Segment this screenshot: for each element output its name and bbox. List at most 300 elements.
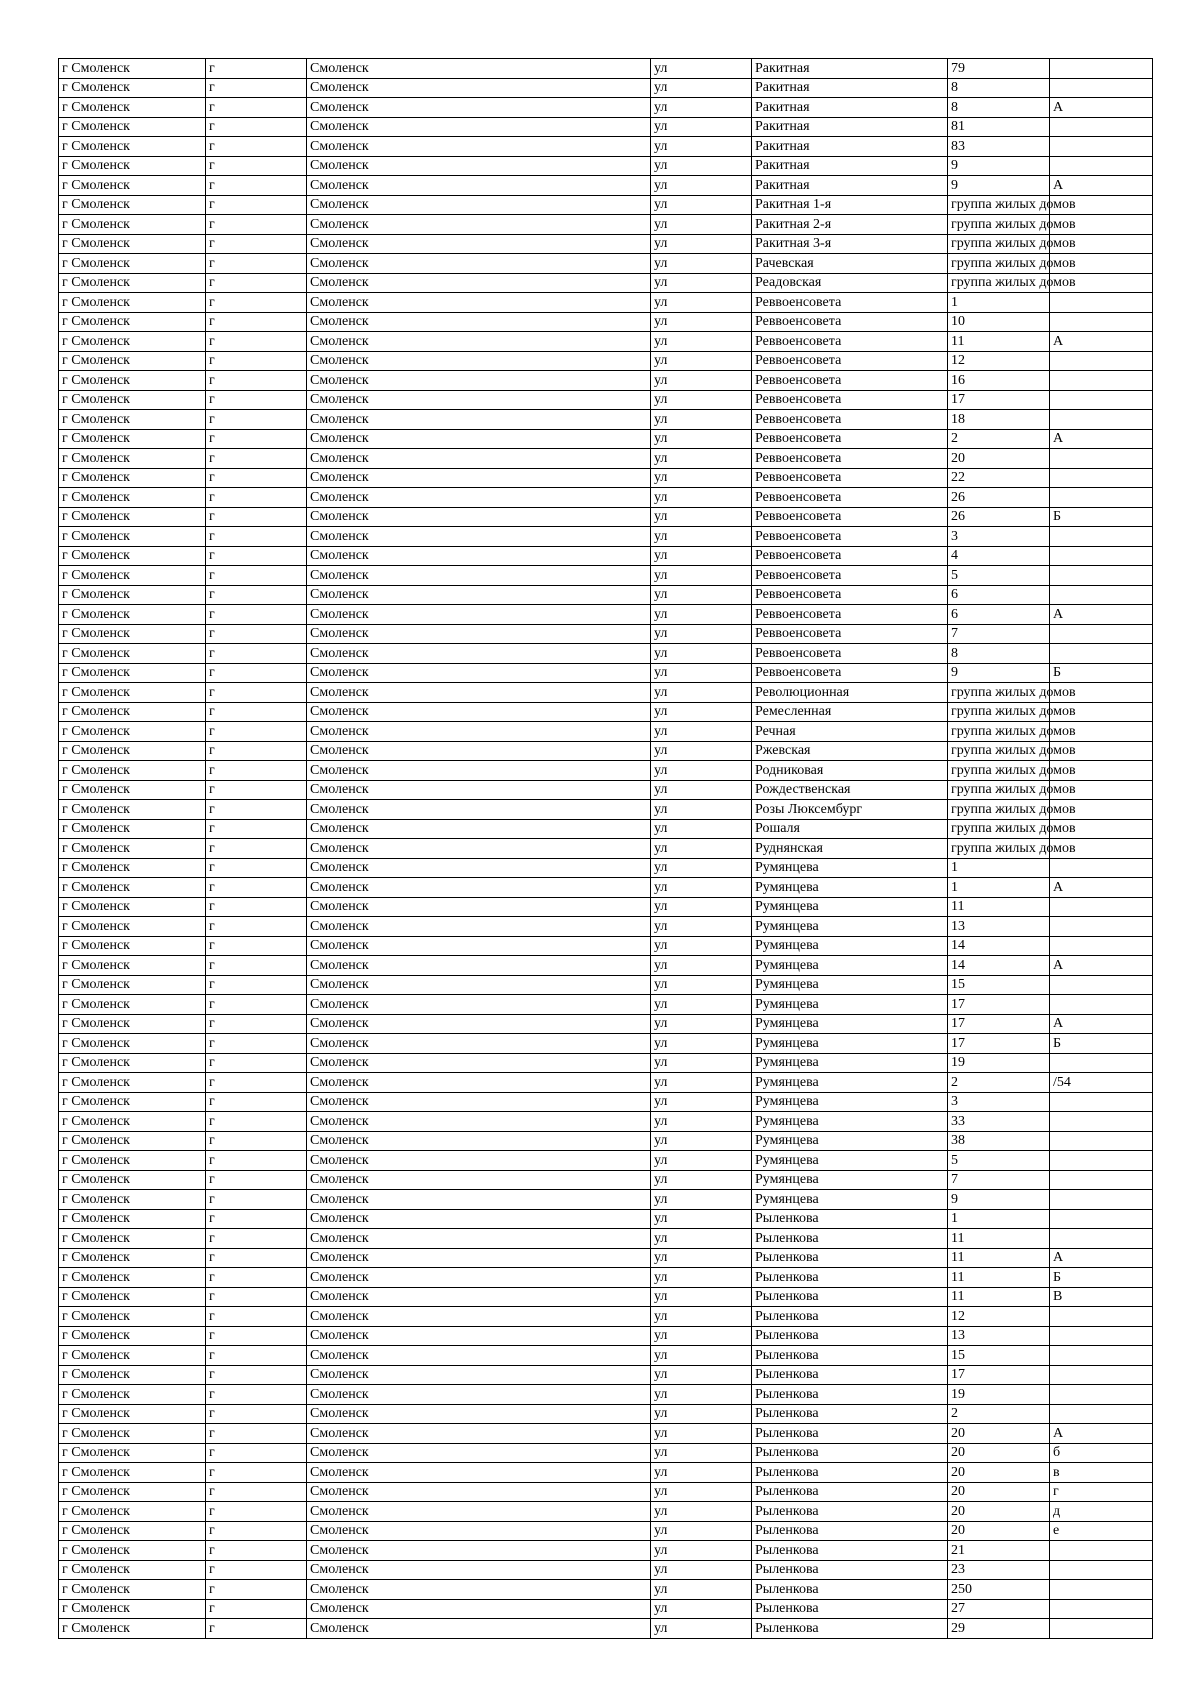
street-cell: Рыленкова: [752, 1482, 948, 1502]
house-cell: 22: [948, 468, 1050, 488]
street-cell: Румянцева: [752, 897, 948, 917]
locality-type-cell: г: [206, 1190, 307, 1210]
building-cell: [1050, 936, 1153, 956]
locality-cell: Смоленск: [307, 819, 651, 839]
locality-cell: Смоленск: [307, 585, 651, 605]
locality-type-cell: г: [206, 1599, 307, 1619]
house-cell: 250: [948, 1580, 1050, 1600]
city-cell: г Смоленск: [59, 1287, 206, 1307]
street-type-cell: ул: [651, 1209, 752, 1229]
city-cell: г Смоленск: [59, 156, 206, 176]
street-cell: Румянцева: [752, 1151, 948, 1171]
city-cell: г Смоленск: [59, 897, 206, 917]
locality-cell: Смоленск: [307, 527, 651, 547]
house-cell: 1: [948, 1209, 1050, 1229]
street-cell: Рыленкова: [752, 1385, 948, 1405]
street-cell: Румянцева: [752, 1112, 948, 1132]
building-cell: [1050, 371, 1153, 391]
locality-cell: Смоленск: [307, 1151, 651, 1171]
house-cell: 3: [948, 527, 1050, 547]
city-cell: г Смоленск: [59, 1521, 206, 1541]
street-cell: Рыленкова: [752, 1619, 948, 1639]
street-cell: Румянцева: [752, 1131, 948, 1151]
table-row: [59, 273, 1153, 293]
street-type-cell: ул: [651, 1073, 752, 1093]
locality-type-cell: г: [206, 1131, 307, 1151]
table-row: [59, 702, 1153, 722]
locality-type-cell: г: [206, 1619, 307, 1639]
table-row: [59, 917, 1153, 937]
city-cell: г Смоленск: [59, 546, 206, 566]
street-type-cell: ул: [651, 1385, 752, 1405]
street-cell: Рошаля: [752, 819, 948, 839]
city-cell: г Смоленск: [59, 59, 206, 79]
house-cell: 15: [948, 975, 1050, 995]
building-cell: [1050, 312, 1153, 332]
city-cell: г Смоленск: [59, 722, 206, 742]
street-cell: Рыленкова: [752, 1404, 948, 1424]
house-cell: 1: [948, 878, 1050, 898]
street-cell: Руднянская: [752, 839, 948, 859]
house-cell: 29: [948, 1619, 1050, 1639]
street-cell: Рыленкова: [752, 1424, 948, 1444]
house-cell: 14: [948, 956, 1050, 976]
building-cell: [1050, 585, 1153, 605]
locality-cell: Смоленск: [307, 1346, 651, 1366]
locality-cell: Смоленск: [307, 605, 651, 625]
table-row: [59, 897, 1153, 917]
locality-cell: Смоленск: [307, 156, 651, 176]
house-cell: группа жилых домов: [948, 702, 1050, 722]
street-type-cell: ул: [651, 1151, 752, 1171]
table-row: [59, 390, 1153, 410]
table-row: [59, 1190, 1153, 1210]
table-row: [59, 351, 1153, 371]
locality-cell: Смоленск: [307, 332, 651, 352]
street-type-cell: ул: [651, 1502, 752, 1522]
street-type-cell: ул: [651, 566, 752, 586]
building-cell: [1050, 546, 1153, 566]
street-cell: Реввоенсовета: [752, 527, 948, 547]
building-cell: /54: [1050, 1073, 1153, 1093]
house-cell: группа жилых домов: [948, 819, 1050, 839]
city-cell: г Смоленск: [59, 1092, 206, 1112]
street-type-cell: ул: [651, 195, 752, 215]
street-type-cell: ул: [651, 546, 752, 566]
table-row: [59, 1034, 1153, 1054]
locality-type-cell: г: [206, 995, 307, 1015]
street-cell: Реввоенсовета: [752, 605, 948, 625]
table-row: [59, 176, 1153, 196]
locality-type-cell: г: [206, 449, 307, 469]
city-cell: г Смоленск: [59, 273, 206, 293]
table-row: [59, 1385, 1153, 1405]
building-cell: [1050, 1541, 1153, 1561]
building-cell: [1050, 1560, 1153, 1580]
street-type-cell: ул: [651, 371, 752, 391]
street-type-cell: ул: [651, 683, 752, 703]
city-cell: г Смоленск: [59, 1443, 206, 1463]
building-cell: Б: [1050, 663, 1153, 683]
locality-type-cell: г: [206, 1248, 307, 1268]
table-row: [59, 410, 1153, 430]
locality-type-cell: г: [206, 683, 307, 703]
city-cell: г Смоленск: [59, 1404, 206, 1424]
street-type-cell: ул: [651, 351, 752, 371]
street-cell: Реввоенсовета: [752, 449, 948, 469]
building-cell: А: [1050, 1424, 1153, 1444]
street-cell: Реадовская: [752, 273, 948, 293]
locality-type-cell: г: [206, 156, 307, 176]
city-cell: г Смоленск: [59, 566, 206, 586]
table-row: [59, 1053, 1153, 1073]
table-row: [59, 215, 1153, 235]
street-cell: Рыленкова: [752, 1580, 948, 1600]
locality-cell: Смоленск: [307, 1619, 651, 1639]
city-cell: г Смоленск: [59, 819, 206, 839]
locality-cell: Смоленск: [307, 468, 651, 488]
street-cell: Реввоенсовета: [752, 390, 948, 410]
street-cell: Румянцева: [752, 878, 948, 898]
street-cell: Румянцева: [752, 1092, 948, 1112]
house-cell: 4: [948, 546, 1050, 566]
city-cell: г Смоленск: [59, 1248, 206, 1268]
building-cell: [1050, 410, 1153, 430]
locality-type-cell: г: [206, 800, 307, 820]
locality-cell: Смоленск: [307, 917, 651, 937]
street-type-cell: ул: [651, 1229, 752, 1249]
street-type-cell: ул: [651, 98, 752, 118]
street-type-cell: ул: [651, 1443, 752, 1463]
house-cell: 17: [948, 390, 1050, 410]
building-cell: [1050, 1151, 1153, 1171]
table-row: [59, 1131, 1153, 1151]
city-cell: г Смоленск: [59, 702, 206, 722]
street-cell: Рыленкова: [752, 1209, 948, 1229]
street-cell: Рыленкова: [752, 1560, 948, 1580]
street-cell: Ракитная: [752, 59, 948, 79]
street-cell: Рыленкова: [752, 1287, 948, 1307]
building-cell: В: [1050, 1287, 1153, 1307]
house-cell: 33: [948, 1112, 1050, 1132]
building-cell: г: [1050, 1482, 1153, 1502]
locality-type-cell: г: [206, 917, 307, 937]
house-cell: 2: [948, 429, 1050, 449]
street-type-cell: ул: [651, 956, 752, 976]
house-cell: 14: [948, 936, 1050, 956]
city-cell: г Смоленск: [59, 1541, 206, 1561]
locality-cell: Смоленск: [307, 663, 651, 683]
street-type-cell: ул: [651, 1404, 752, 1424]
street-cell: Реввоенсовета: [752, 624, 948, 644]
street-type-cell: ул: [651, 429, 752, 449]
city-cell: г Смоленск: [59, 527, 206, 547]
building-cell: [1050, 78, 1153, 98]
table-row: [59, 878, 1153, 898]
table-row: [59, 624, 1153, 644]
table-row: [59, 156, 1153, 176]
street-cell: Реввоенсовета: [752, 312, 948, 332]
city-cell: г Смоленск: [59, 585, 206, 605]
locality-type-cell: г: [206, 1229, 307, 1249]
locality-cell: Смоленск: [307, 702, 651, 722]
table-row: [59, 1209, 1153, 1229]
locality-type-cell: г: [206, 546, 307, 566]
locality-cell: Смоленск: [307, 1190, 651, 1210]
city-cell: г Смоленск: [59, 1307, 206, 1327]
locality-type-cell: г: [206, 566, 307, 586]
house-cell: 9: [948, 663, 1050, 683]
city-cell: г Смоленск: [59, 878, 206, 898]
street-cell: Ракитная: [752, 117, 948, 137]
locality-cell: Смоленск: [307, 1521, 651, 1541]
locality-type-cell: г: [206, 215, 307, 235]
street-type-cell: ул: [651, 1034, 752, 1054]
street-cell: Реввоенсовета: [752, 468, 948, 488]
locality-type-cell: г: [206, 897, 307, 917]
street-type-cell: ул: [651, 410, 752, 430]
locality-cell: Смоленск: [307, 624, 651, 644]
building-cell: [1050, 449, 1153, 469]
table-row: [59, 683, 1153, 703]
locality-type-cell: г: [206, 1092, 307, 1112]
city-cell: г Смоленск: [59, 858, 206, 878]
house-cell: группа жилых домов: [948, 741, 1050, 761]
table-row: [59, 78, 1153, 98]
street-cell: Революционная: [752, 683, 948, 703]
locality-cell: Смоленск: [307, 1287, 651, 1307]
locality-cell: Смоленск: [307, 936, 651, 956]
table-row: [59, 800, 1153, 820]
building-cell: А: [1050, 98, 1153, 118]
street-type-cell: ул: [651, 975, 752, 995]
street-cell: Румянцева: [752, 1073, 948, 1093]
locality-type-cell: г: [206, 1307, 307, 1327]
house-cell: 26: [948, 507, 1050, 527]
street-type-cell: ул: [651, 1346, 752, 1366]
locality-type-cell: г: [206, 1014, 307, 1034]
locality-cell: Смоленск: [307, 1443, 651, 1463]
locality-cell: Смоленск: [307, 429, 651, 449]
building-cell: [1050, 995, 1153, 1015]
locality-cell: Смоленск: [307, 1014, 651, 1034]
table-row: [59, 1521, 1153, 1541]
house-cell: 9: [948, 156, 1050, 176]
street-cell: Ракитная: [752, 78, 948, 98]
street-type-cell: ул: [651, 449, 752, 469]
table-row: [59, 663, 1153, 683]
street-type-cell: ул: [651, 780, 752, 800]
street-type-cell: ул: [651, 1112, 752, 1132]
house-cell: 2: [948, 1073, 1050, 1093]
locality-type-cell: г: [206, 195, 307, 215]
house-cell: 17: [948, 1365, 1050, 1385]
locality-cell: Смоленск: [307, 1229, 651, 1249]
street-cell: Реввоенсовета: [752, 585, 948, 605]
street-cell: Родниковая: [752, 761, 948, 781]
locality-cell: Смоленск: [307, 1112, 651, 1132]
building-cell: Б: [1050, 507, 1153, 527]
locality-type-cell: г: [206, 507, 307, 527]
locality-cell: Смоленск: [307, 176, 651, 196]
house-cell: 20: [948, 1521, 1050, 1541]
building-cell: А: [1050, 429, 1153, 449]
city-cell: г Смоленск: [59, 1502, 206, 1522]
table-row: [59, 98, 1153, 118]
table-row: [59, 59, 1153, 79]
locality-cell: Смоленск: [307, 117, 651, 137]
street-cell: Реввоенсовета: [752, 429, 948, 449]
house-cell: 11: [948, 1248, 1050, 1268]
locality-type-cell: г: [206, 1424, 307, 1444]
house-cell: 8: [948, 98, 1050, 118]
street-cell: Румянцева: [752, 956, 948, 976]
locality-cell: Смоленск: [307, 722, 651, 742]
locality-type-cell: г: [206, 59, 307, 79]
locality-cell: Смоленск: [307, 878, 651, 898]
locality-type-cell: г: [206, 1463, 307, 1483]
building-cell: [1050, 1619, 1153, 1639]
locality-cell: Смоленск: [307, 488, 651, 508]
locality-type-cell: г: [206, 1151, 307, 1171]
city-cell: г Смоленск: [59, 390, 206, 410]
locality-type-cell: г: [206, 1482, 307, 1502]
locality-cell: Смоленск: [307, 1424, 651, 1444]
table-row: [59, 975, 1153, 995]
street-type-cell: ул: [651, 1463, 752, 1483]
city-cell: г Смоленск: [59, 1112, 206, 1132]
street-type-cell: ул: [651, 624, 752, 644]
street-cell: Реввоенсовета: [752, 293, 948, 313]
locality-type-cell: г: [206, 1385, 307, 1405]
table-row: [59, 449, 1153, 469]
locality-cell: Смоленск: [307, 234, 651, 254]
street-type-cell: ул: [651, 1287, 752, 1307]
locality-cell: Смоленск: [307, 98, 651, 118]
table-row: [59, 1112, 1153, 1132]
house-cell: 2: [948, 1404, 1050, 1424]
street-cell: Реввоенсовета: [752, 410, 948, 430]
street-cell: Рыленкова: [752, 1463, 948, 1483]
city-cell: г Смоленск: [59, 1424, 206, 1444]
building-cell: Б: [1050, 1034, 1153, 1054]
street-cell: Розы Люксембург: [752, 800, 948, 820]
city-cell: г Смоленск: [59, 1151, 206, 1171]
city-cell: г Смоленск: [59, 936, 206, 956]
house-cell: группа жилых домов: [948, 215, 1050, 235]
table-row: [59, 1599, 1153, 1619]
locality-type-cell: г: [206, 780, 307, 800]
locality-type-cell: г: [206, 819, 307, 839]
street-cell: Румянцева: [752, 936, 948, 956]
street-type-cell: ул: [651, 839, 752, 859]
city-cell: г Смоленск: [59, 663, 206, 683]
house-cell: 19: [948, 1385, 1050, 1405]
building-cell: [1050, 1307, 1153, 1327]
house-cell: 3: [948, 1092, 1050, 1112]
street-type-cell: ул: [651, 1014, 752, 1034]
city-cell: г Смоленск: [59, 1209, 206, 1229]
building-cell: Б: [1050, 1268, 1153, 1288]
locality-type-cell: г: [206, 1541, 307, 1561]
building-cell: б: [1050, 1443, 1153, 1463]
house-cell: 9: [948, 176, 1050, 196]
street-type-cell: ул: [651, 1268, 752, 1288]
street-type-cell: ул: [651, 917, 752, 937]
city-cell: г Смоленск: [59, 1385, 206, 1405]
street-cell: Румянцева: [752, 995, 948, 1015]
street-type-cell: ул: [651, 1307, 752, 1327]
table-row: [59, 488, 1153, 508]
table-row: [59, 605, 1153, 625]
locality-type-cell: г: [206, 1502, 307, 1522]
street-cell: Рыленкова: [752, 1599, 948, 1619]
street-cell: Реввоенсовета: [752, 566, 948, 586]
locality-type-cell: г: [206, 98, 307, 118]
city-cell: г Смоленск: [59, 429, 206, 449]
house-cell: 20: [948, 1424, 1050, 1444]
city-cell: г Смоленск: [59, 351, 206, 371]
locality-type-cell: г: [206, 722, 307, 742]
table-row: [59, 527, 1153, 547]
street-cell: Румянцева: [752, 1170, 948, 1190]
table-row: [59, 1287, 1153, 1307]
locality-type-cell: г: [206, 936, 307, 956]
locality-type-cell: г: [206, 254, 307, 274]
locality-cell: Смоленск: [307, 1073, 651, 1093]
table-row: [59, 234, 1153, 254]
street-cell: Рыленкова: [752, 1326, 948, 1346]
city-cell: г Смоленск: [59, 78, 206, 98]
locality-type-cell: г: [206, 332, 307, 352]
locality-type-cell: г: [206, 1326, 307, 1346]
street-cell: Румянцева: [752, 858, 948, 878]
locality-cell: Смоленск: [307, 566, 651, 586]
street-cell: Речная: [752, 722, 948, 742]
house-cell: 11: [948, 1229, 1050, 1249]
locality-type-cell: г: [206, 1443, 307, 1463]
locality-cell: Смоленск: [307, 1365, 651, 1385]
street-type-cell: ул: [651, 1580, 752, 1600]
locality-cell: Смоленск: [307, 761, 651, 781]
street-cell: Ракитная 1-я: [752, 195, 948, 215]
street-cell: Реввоенсовета: [752, 488, 948, 508]
locality-type-cell: г: [206, 1209, 307, 1229]
locality-type-cell: г: [206, 176, 307, 196]
locality-type-cell: г: [206, 1053, 307, 1073]
street-type-cell: ул: [651, 1541, 752, 1561]
table-row: [59, 468, 1153, 488]
locality-type-cell: г: [206, 371, 307, 391]
locality-cell: Смоленск: [307, 780, 651, 800]
street-type-cell: ул: [651, 605, 752, 625]
locality-type-cell: г: [206, 839, 307, 859]
street-cell: Ракитная 3-я: [752, 234, 948, 254]
table-row: [59, 254, 1153, 274]
table-row: [59, 1580, 1153, 1600]
locality-cell: Смоленск: [307, 371, 651, 391]
locality-type-cell: г: [206, 1170, 307, 1190]
street-cell: Рыленкова: [752, 1521, 948, 1541]
house-cell: 11: [948, 1268, 1050, 1288]
table-row: [59, 819, 1153, 839]
building-cell: [1050, 488, 1153, 508]
house-cell: группа жилых домов: [948, 761, 1050, 781]
house-cell: 17: [948, 1014, 1050, 1034]
street-type-cell: ул: [651, 137, 752, 157]
city-cell: г Смоленск: [59, 605, 206, 625]
city-cell: г Смоленск: [59, 293, 206, 313]
